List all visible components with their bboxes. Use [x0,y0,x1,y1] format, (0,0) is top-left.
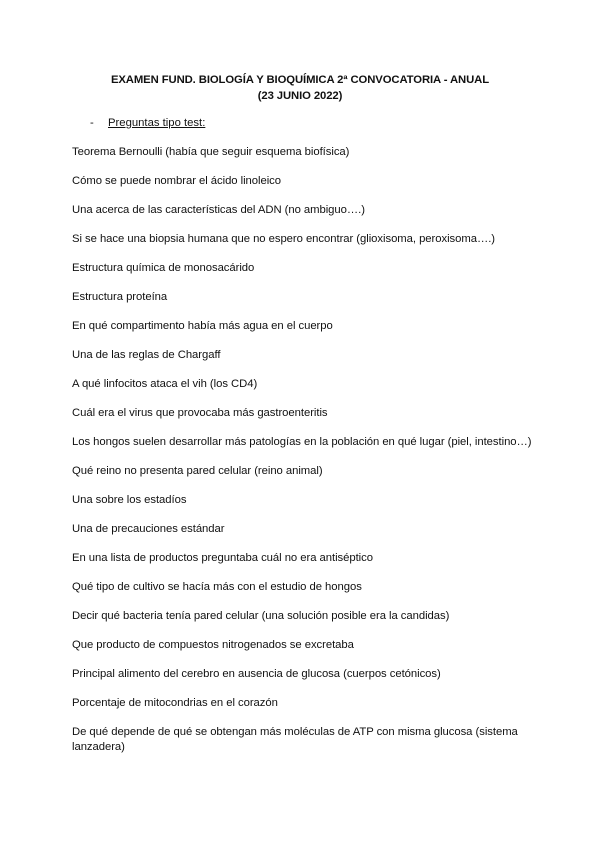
question-item: Teorema Bernoulli (había que seguir esquema biofísica) [72,146,350,158]
question-list [72,145,532,769]
question-item: Los hongos suelen desarrollar más patologías en la población en qué lugar (piel, intestino…) [72,436,532,448]
question-item: Cuál era el virus que provocaba más gastroenteritis [72,407,328,419]
question-item: Si se hace una biopsia humana que no espero encontrar (glioxisoma, peroxisoma….) [72,233,496,245]
question-item: Cómo se puede nombrar el ácido linoleico [72,175,281,187]
question-item: Una acerca de las características del ADN (no ambiguo….) [72,204,365,216]
question-item: Qué tipo de cultivo se hacía más con el estudio de hongos [72,581,362,593]
question-item: Una sobre los estadíos [72,494,187,506]
question-item: Principal alimento del cerebro en ausencia de glucosa (cuerpos cetónicos) [72,668,441,680]
question-item: En una lista de productos preguntaba cuál no era antiséptico [72,552,373,564]
title-line-2: (23 JUNIO 2022) [257,90,343,102]
section-bullet: - [90,117,94,129]
question-item: A qué linfocitos ataca el vih (los CD4) [72,378,258,390]
question-item: Qué reino no presenta pared celular (reino animal) [72,465,323,477]
section-header [90,116,205,130]
question-item: Porcentaje de mitocondrias en el corazón [72,697,278,709]
title-line-1: EXAMEN FUND. BIOLOGÍA Y BIOQUÍMICA 2ª CONVOCATORIA - ANUAL [110,74,490,86]
question-item: En qué compartimento había más agua en el cuerpo [72,320,333,332]
question-item: Estructura proteína [72,291,168,303]
document-title [0,72,600,104]
section-label: Preguntas tipo test: [108,117,206,129]
question-item: De qué depende de qué se obtengan más moléculas de ATP con misma glucosa (sistema lanzadera) [72,726,518,753]
question-item: Estructura química de monosacárido [72,262,255,274]
question-item: Que producto de compuestos nitrogenados se excretaba [72,639,354,651]
question-item: Una de las reglas de Chargaff [72,349,221,361]
question-item: Una de precauciones estándar [72,523,225,535]
question-item: Decir qué bacteria tenía pared celular (una solución posible era la candidas) [72,610,450,622]
